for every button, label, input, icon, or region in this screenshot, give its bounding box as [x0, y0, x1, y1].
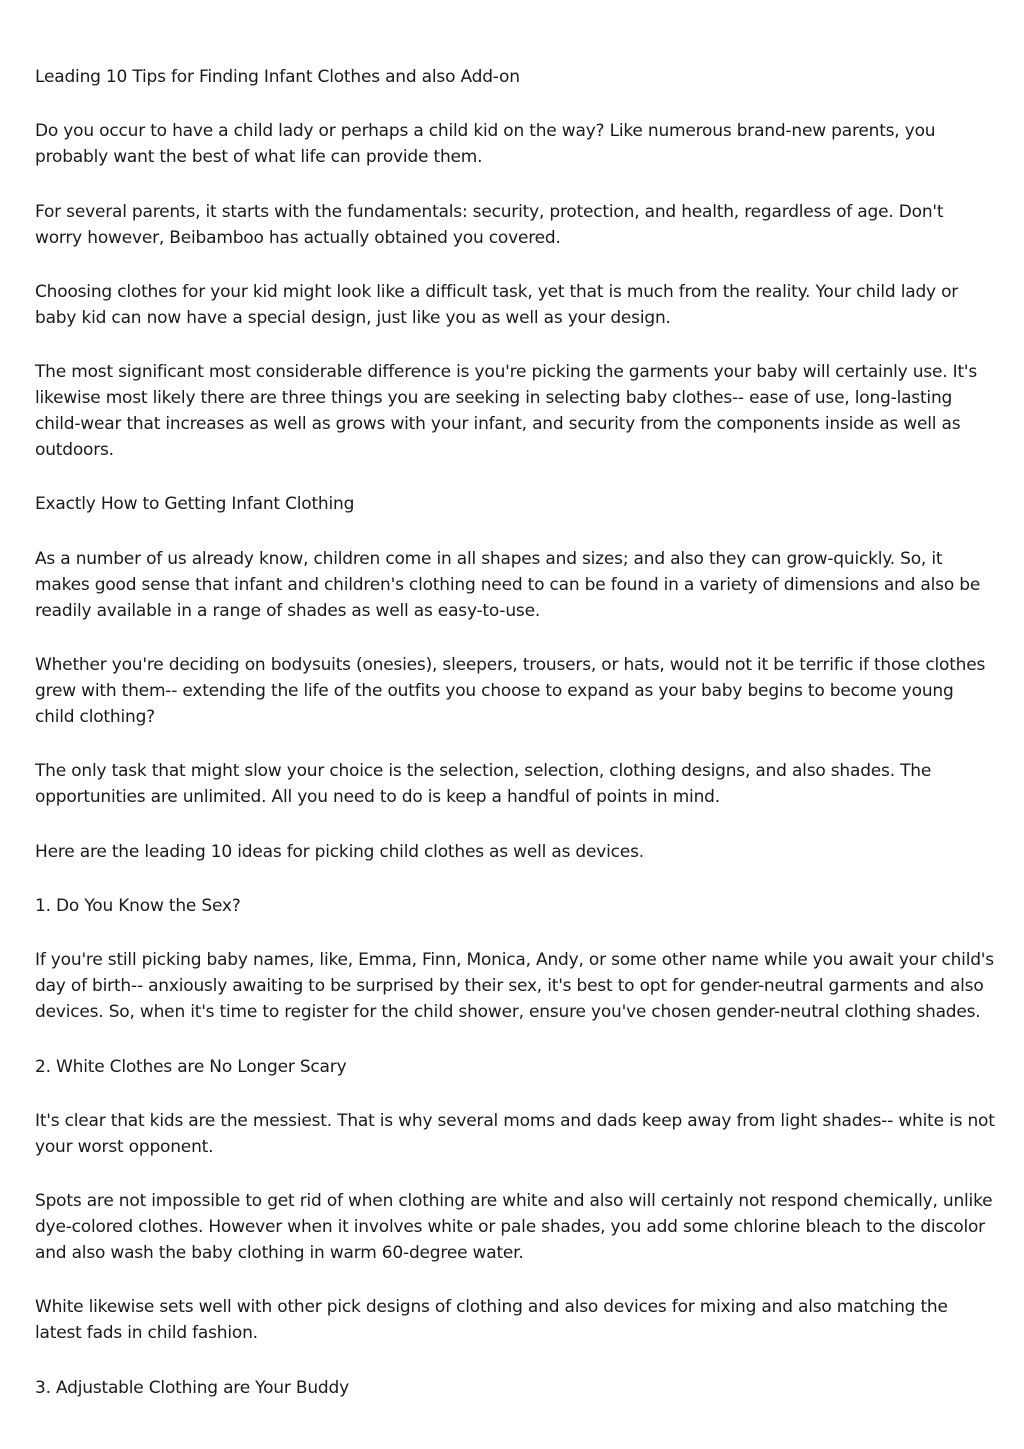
paragraph-intro: Do you occur to have a child lady or perhaps a child kid on the way? Like numerous brand-new parents, you probably want the best of what life can provide them. [35, 121, 936, 168]
tip-heading-1: 1. Do You Know the Sex? [35, 895, 241, 916]
document-body [35, 64, 995, 1429]
paragraph-difference: The most significant most considerable difference is you're picking the garments your baby will certainly use. It's likewise most likely there are three things you are seeking in selecting baby clothes-- ease of use, long-lasting child-wear that increases as well as grows with your infant, and security from the components inside as well as outdoors. [35, 362, 978, 461]
paragraph-spots: Spots are not impossible to get rid of when clothing are white and also will certainly not respond chemically, unlike dye-colored clothes. However when it involves white or pale shades, you add some chlorine bleach to the discolor and also wash the baby clothing in warm 60-degree water. [35, 1191, 993, 1264]
document-title: Leading 10 Tips for Finding Infant Clothes and also Add-on [35, 67, 520, 87]
tip-heading-3: 3. Adjustable Clothing are Your Buddy [35, 1377, 349, 1398]
paragraph-messiest: It's clear that kids are the messiest. That is why several moms and dads keep away from light shades-- white is not your worst opponent. [35, 1110, 995, 1157]
section-heading-getting-clothing: Exactly How to Getting Infant Clothing [35, 494, 355, 515]
tip-heading-2: 2. White Clothes are No Longer Scary [35, 1056, 347, 1077]
paragraph-white-sets: White likewise sets well with other pick designs of clothing and also devices for mixing and also matching the latest fads in child fashion. [35, 1297, 948, 1344]
paragraph-fundamentals: For several parents, it starts with the fundamentals: security, protection, and health, regardless of age. Don't worry however, Beibamboo has actually obtained you covered. [35, 201, 944, 248]
paragraph-top-ideas: Here are the leading 10 ideas for picking child clothes as well as devices. [35, 841, 644, 862]
paragraph-gender-neutral: If you're still picking baby names, like, Emma, Finn, Monica, Andy, or some other name while you await your child's day of birth-- anxiously awaiting to be surprised by their sex, it's best to opt for gender-neutral garments and also devices. So, when it's time to register for the child shower, ensure you've chosen gender-neutral clothing shades. [35, 950, 994, 1023]
paragraph-bodysuits: Whether you're deciding on bodysuits (onesies), sleepers, trousers, or hats, would not it be terrific if those clothes grew with them-- extending the life of the outfits you choose to expand as your baby begins to become young child clothing? [35, 655, 986, 728]
paragraph-choosing-clothes: Choosing clothes for your kid might look like a difficult task, yet that is much from the reality. Your child lady or baby kid can now have a special design, just like you as well as your design. [35, 281, 959, 328]
paragraph-shapes-sizes: As a number of us already know, children come in all shapes and sizes; and also they can grow-quickly. So, it makes good sense that infant and children's clothing need to can be found in a variety of dimensions and also be readily available in a range of shades as well as easy-to-use. [35, 548, 981, 621]
paragraph-selection: The only task that might slow your choice is the selection, selection, clothing designs, and also shades. The opportunities are unlimited. All you need to do is keep a handful of points in mind. [35, 761, 932, 808]
